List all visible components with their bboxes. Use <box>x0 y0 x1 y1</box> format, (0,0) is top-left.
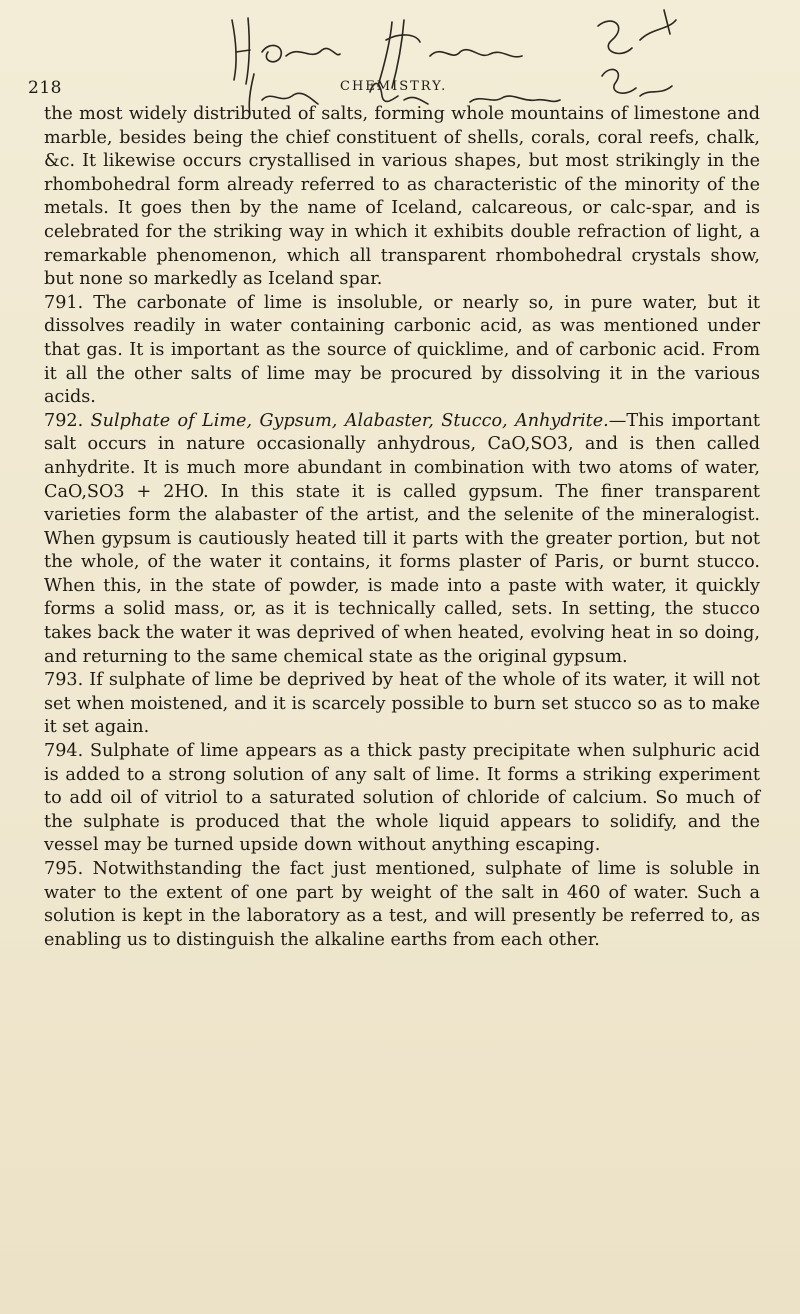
paragraph-793: 793. If sulphate of lime be deprived by heat of the whole of its water, it will not set when moistened, and it is scarcely possible to burn set stucco so as to make it set again. <box>44 670 760 738</box>
paragraph-795: 795. Notwithstanding the fact just mentioned, sulphate of lime is soluble in water to the extent of one part by weight of the salt in 460 of water. Such a solution is kept in the laboratory as a test, and will presently be referred to, as enabling us to distinguish the alkaline earths from each other. <box>44 859 760 950</box>
section-title: Sulphate of Lime, Gypsum, Alabaster, Stucco, Anhydrite. <box>90 410 609 431</box>
paragraph-number: 792. <box>44 410 91 431</box>
body-text <box>44 103 760 952</box>
paragraph-body: —This important salt occurs in nature occasionally anhydrous, CaO,SO3, and is then called anhydrite. It is much more abundant in combination with two atoms of water, CaO,SO3 + 2HO. In this state it is called gypsum. The finer transparent varieties form the alabaster of the artist, and the selenite of the mineralogist. When gypsum is cautiously heated till it parts with the greater portion, but not the whole, of the water it contains, it forms plaster of Paris, or burnt stucco. When this, in the state of powder, is made into a paste with water, it quickly forms a solid mass, or, as it is technically called, sets. In setting, the stucco takes back the water it was deprived of when heated, evolving heat in so doing, and returning to the same chemical state as the original gypsum. <box>44 410 760 667</box>
paragraph-794: 794. Sulphate of lime appears as a thick pasty precipitate when sulphuric acid is added to a strong solution of any salt of lime. It forms a striking experiment to add oil of vitriol to a saturated solution of chloride of calcium. So much of the sulphate is produced that the whole liquid appears to solidify, and the vessel may be turned upside down without anything escaping. <box>44 741 760 856</box>
paragraph-791: 791. The carbonate of lime is insoluble, or nearly so, in pure water, but it dissolves readily in water containing carbonic acid, as was mentioned under that gas. It is important as the source of quicklime, and of carbonic acid. From it all the other salts of lime may be procured by dissolving it in the various acids. <box>44 292 760 408</box>
paragraph-792 <box>44 410 760 670</box>
page-number: 218 <box>28 78 62 98</box>
running-head: CHEMISTRY. <box>340 79 448 94</box>
paragraph-continued: the most widely distributed of salts, forming whole mountains of limestone and marble, besides being the chief constituent of shells, corals, coral reefs, chalk, &c. It likewise occurs crystallised in various shapes, but most strikingly in the rhombohedral form already referred to as characteristic of the minority of the metals. It goes then by the name of Iceland, calcareous, or calc-spar, and is celebrated for the striking way in which it exhibits double refraction of light, a remarkable phenomenon, which all transparent rhombohedral crystals show, but none so markedly as Iceland spar. <box>44 104 760 290</box>
page-header <box>28 58 772 98</box>
